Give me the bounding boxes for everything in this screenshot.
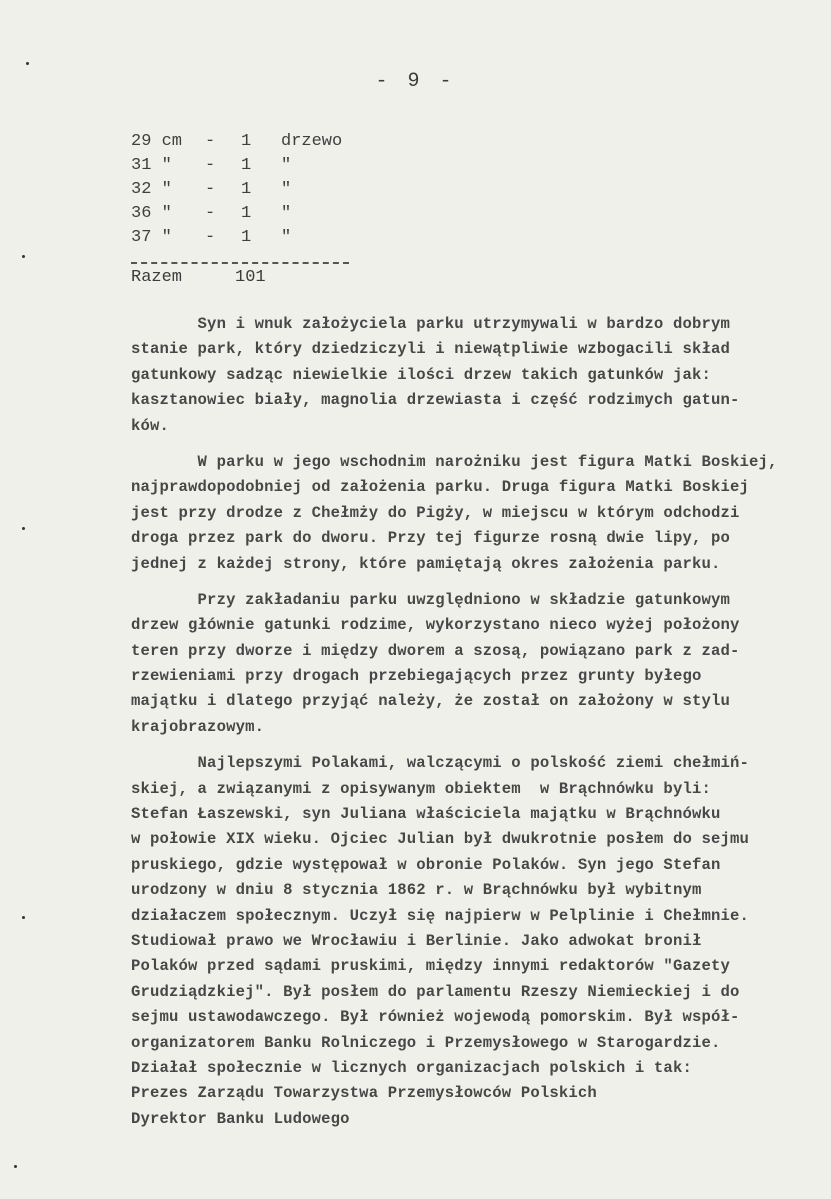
text-line: urodzony w dniu 8 stycznia 1862 r. w Brąchnówku był wybitnym [131, 881, 702, 900]
tally-size: 29 cm [131, 132, 183, 151]
paragraph [131, 802, 821, 1132]
tree-tally-table [131, 130, 343, 250]
tally-unit: " [281, 156, 292, 175]
tally-size: 32 " [131, 180, 172, 199]
tally-size: 31 " [131, 156, 172, 175]
tally-dash: - [205, 228, 216, 247]
tally-count: 1 [241, 132, 252, 151]
text-line: sejmu ustawodawczego. Był również wojewodą pomorskim. Był współ- [131, 1008, 740, 1027]
text-line: W parku w jego wschodnim narożniku jest figura Matki Boskiej, [131, 452, 778, 471]
text-line: krajobrazowym. [131, 717, 265, 736]
paragraph [131, 312, 821, 439]
tally-row [131, 154, 292, 178]
text-line: Studiował prawo we Wrocławiu i Berlinie. Jako adwokat bronił [131, 931, 702, 950]
margin-mark [22, 255, 25, 258]
margin-mark [22, 527, 25, 530]
text-line: jest przy drodze z Chełmży do Pigży, w miejscu w którym odchodzi [131, 503, 740, 522]
text-line: gatunkowy sadząc niewielkie ilości drzew takich gatunków jak: [131, 365, 711, 384]
tally-row [131, 202, 292, 226]
tally-unit: " [281, 204, 292, 223]
text-line: Najlepszymi Polakami, walczącymi o polskość ziemi chełmiń- [131, 754, 750, 773]
tally-row [131, 130, 343, 154]
text-line: drzew głównie gatunki rodzime, wykorzystano nieco wyżej położony [131, 616, 740, 635]
tally-count: 1 [241, 180, 252, 199]
text-line: w połowie XIX wieku. Ojciec Julian był dwukrotnie posłem do sejmu [131, 830, 750, 849]
tally-dash: - [205, 204, 216, 223]
tally-unit: " [281, 180, 292, 199]
text-line: Polaków przed sądami pruskimi, między innymi redaktorów "Gazety [131, 957, 730, 976]
tally-row [131, 226, 292, 250]
margin-mark [22, 916, 25, 919]
page-number: - 9 - [375, 70, 456, 93]
paragraph-gap [131, 577, 821, 588]
text-line: Syn i wnuk założyciela parku utrzymywali w bardzo dobrym [131, 315, 730, 333]
text-line: Stefan Łaszewski, syn Juliana właściciela majątku w Brąchnówku [131, 805, 721, 824]
paragraph-gap [131, 439, 821, 450]
text-line: pruskiego, gdzie występował w obronie Polaków. Syn jego Stefan [131, 855, 721, 874]
text-line: Dyrektor Banku Ludowego [131, 1109, 350, 1128]
text-line: skiej, a związanymi z opisywanym obiektem w Brąchnówku byli: [131, 779, 711, 798]
text-line: najprawdopodobniej od założenia parku. Druga figura Matki Boskiej [131, 478, 750, 497]
text-line: kasztanowiec biały, magnolia drzewiasta i część rodzimych gatun- [131, 391, 740, 410]
paragraph [131, 751, 821, 802]
paragraph [131, 450, 821, 577]
total-divider [131, 262, 349, 264]
text-line: Prezes Zarządu Towarzystwa Przemysłowców Polskich [131, 1084, 597, 1103]
paragraph [131, 588, 821, 740]
total-label: Razem [131, 268, 183, 287]
text-line: organizatorem Banku Rolniczego i Przemysłowego w Starogardzie. [131, 1033, 721, 1052]
tally-count: 1 [241, 156, 252, 175]
text-line: jednej z każdej strony, które pamiętają okres założenia parku. [131, 554, 721, 573]
margin-mark [14, 1165, 17, 1168]
text-line: ków. [131, 416, 170, 435]
tally-row [131, 178, 292, 202]
text-line: teren przy dworze i między dworem a szosą, powiązano park z zad- [131, 641, 740, 660]
tally-dash: - [205, 180, 216, 199]
text-line: Przy zakładaniu parku uwzględniono w składzie gatunkowym [131, 590, 730, 609]
tally-size: 37 " [131, 228, 172, 247]
total-value: 101 [235, 268, 266, 287]
tally-dash: - [205, 156, 216, 175]
tally-count: 1 [241, 228, 252, 247]
margin-mark [26, 62, 29, 65]
text-line: Grudziądzkiej". Był posłem do parlamentu Rzeszy Niemieckiej i do [131, 982, 740, 1001]
tally-unit: " [281, 228, 292, 247]
text-line: majątku i dlatego przyjąć należy, że został on założony w stylu [131, 692, 730, 711]
paragraph-gap [131, 740, 821, 751]
tally-count: 1 [241, 204, 252, 223]
text-line: droga przez park do dworu. Przy tej figurze rosną dwie lipy, po [131, 529, 730, 548]
text-line: działaczem społecznym. Uczył się najpierw w Pelplinie i Chełmnie. [131, 906, 750, 925]
tally-unit: drzewo [281, 132, 343, 151]
tally-dash: - [205, 132, 216, 151]
text-line: Działał społecznie w licznych organizacjach polskich i tak: [131, 1058, 692, 1077]
body-text [131, 312, 821, 1132]
text-line: stanie park, który dziedziczyli i niewątpliwie wzbogacili skład [131, 340, 730, 359]
tally-size: 36 " [131, 204, 172, 223]
text-line: rzewieniami przy drogach przebiegających przez grunty byłego [131, 667, 702, 686]
